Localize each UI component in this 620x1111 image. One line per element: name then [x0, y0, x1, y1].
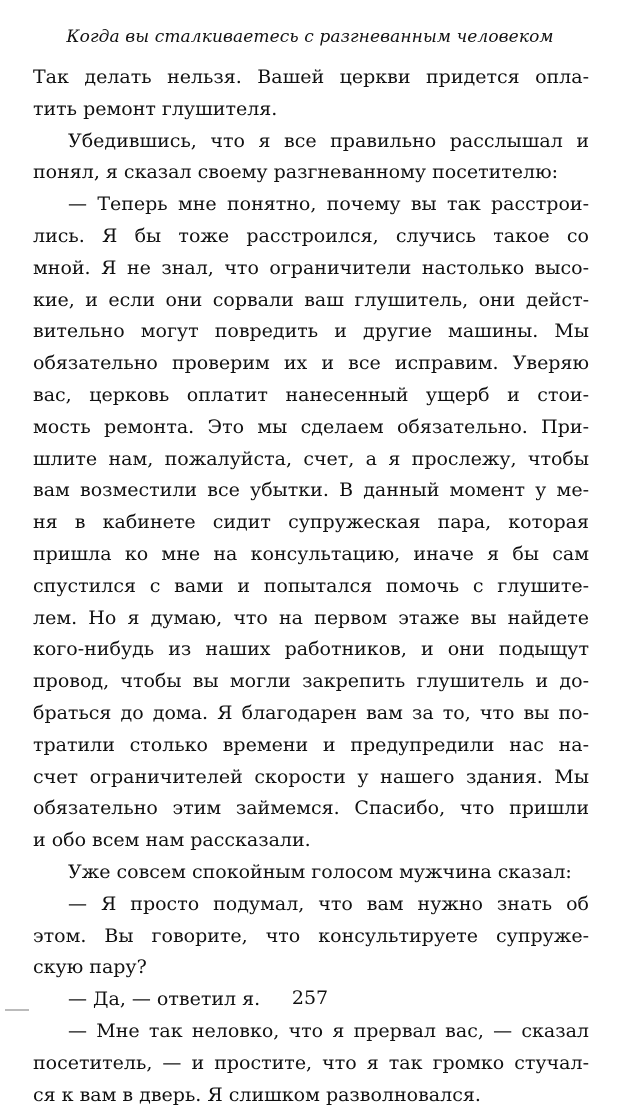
text-line: — Мне так неловко, что я прервал вас, — сказал: [33, 1016, 589, 1048]
body-text: [33, 62, 589, 1111]
text-line: этом. Вы говорите, что консультируете супруже-: [33, 921, 589, 953]
text-line: пришла ко мне на консультацию, иначе я бы сам: [33, 539, 589, 571]
text-line: вас, церковь оплатит нанесенный ущерб и стои-: [33, 380, 589, 412]
text-line: счет ограничителей скорости у нашего здания. Мы: [33, 762, 589, 794]
text-line: — Да, — ответил я.: [33, 984, 589, 1016]
text-line: лись. Я бы тоже расстроился, случись такое со: [33, 221, 589, 253]
page-number: 257: [0, 987, 620, 1009]
scan-speck: [5, 1009, 29, 1011]
text-line: и обо всем нам рассказали.: [33, 825, 589, 857]
text-line: провод, чтобы вы могли закрепить глушитель и до-: [33, 666, 589, 698]
text-line: ся к вам в дверь. Я слишком разволновался.: [33, 1080, 589, 1111]
text-line: шлите нам, пожалуйста, счет, а я прослежу, чтобы: [33, 444, 589, 476]
text-line: ня в кабинете сидит супружеская пара, которая: [33, 507, 589, 539]
text-line: обязательно проверим их и все исправим. Уверяю: [33, 348, 589, 380]
text-line: — Теперь мне понятно, почему вы так расстрои-: [33, 189, 589, 221]
text-line: обязательно этим займемся. Спасибо, что пришли: [33, 793, 589, 825]
text-line: Убедившись, что я все правильно расслышал и: [33, 126, 589, 158]
text-line: тить ремонт глушителя.: [33, 94, 589, 126]
text-line: кого-нибудь из наших работников, и они подыщут: [33, 634, 589, 666]
text-line: Уже совсем спокойным голосом мужчина сказал:: [33, 857, 589, 889]
text-line: скую пару?: [33, 952, 589, 984]
text-line: спустился с вами и попытался помочь с глушите-: [33, 571, 589, 603]
text-line: браться до дома. Я благодарен вам за то, что вы по-: [33, 698, 589, 730]
text-line: понял, я сказал своему разгневанному посетителю:: [33, 157, 589, 189]
text-line: кие, и если они сорвали ваш глушитель, они дейст-: [33, 285, 589, 317]
text-line: — Я просто подумал, что вам нужно знать об: [33, 889, 589, 921]
text-line: Так делать нельзя. Вашей церкви придется опла-: [33, 62, 589, 94]
text-line: посетитель, — и простите, что я так громко стучал-: [33, 1048, 589, 1080]
text-line: тратили столько времени и предупредили нас на-: [33, 730, 589, 762]
text-line: вам возместили все убытки. В данный момент у ме-: [33, 475, 589, 507]
text-line: мной. Я не знал, что ограничители настолько высо-: [33, 253, 589, 285]
text-line: лем. Но я думаю, что на первом этаже вы найдете: [33, 603, 589, 635]
running-head: Когда вы сталкиваетесь с разгневанным человеком: [0, 27, 620, 47]
text-line: вительно могут повредить и другие машины. Мы: [33, 316, 589, 348]
text-line: мость ремонта. Это мы сделаем обязательно. При-: [33, 412, 589, 444]
